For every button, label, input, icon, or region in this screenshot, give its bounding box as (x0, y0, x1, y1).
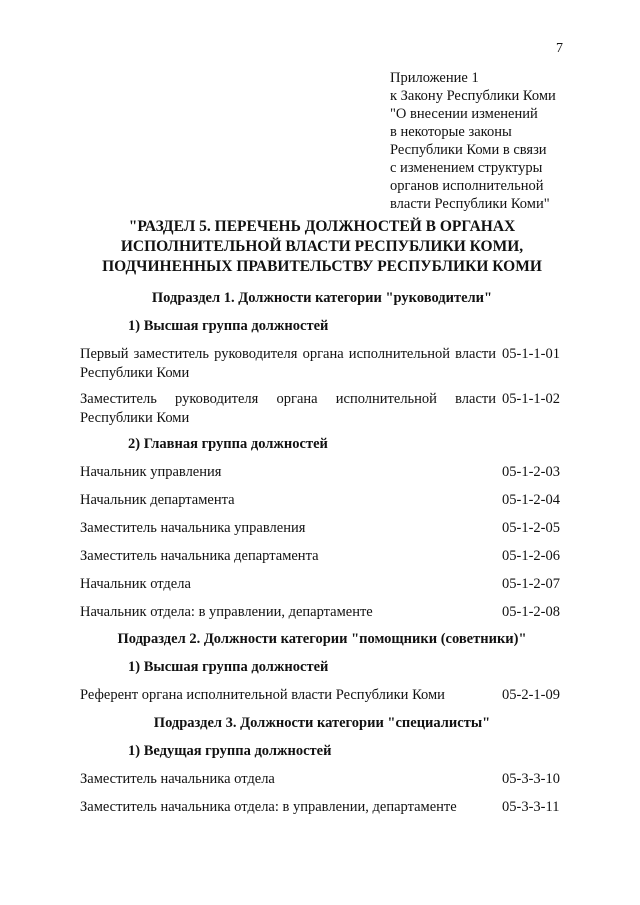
position-name: Начальник управления (80, 464, 222, 480)
position-code: 05-1-1-01 (502, 346, 560, 362)
section-title-line: ИСПОЛНИТЕЛЬНОЙ ВЛАСТИ РЕСПУБЛИКИ КОМИ, (120, 238, 524, 255)
subsection-title: Подраздел 3. Должности категории "специалисты" (153, 715, 491, 731)
section-title-line: ПОДЧИНЕННЫХ ПРАВИТЕЛЬСТВУ РЕСПУБЛИКИ КОМИ (102, 258, 542, 275)
position-name: Заместитель начальника управления (80, 520, 306, 536)
position-name: Заместитель руководителя органа исполнительной власти Республики Коми (80, 391, 496, 426)
page-number: 7 (556, 41, 563, 56)
position-name: Референт органа исполнительной власти Республики Коми (80, 687, 445, 703)
group-title: 1) Высшая группа должностей (128, 318, 329, 334)
section-title-line: "РАЗДЕЛ 5. ПЕРЕЧЕНЬ ДОЛЖНОСТЕЙ В ОРГАНАХ (128, 218, 516, 235)
appendix-line: в некоторые законы (390, 124, 512, 140)
position-code: 05-1-2-05 (502, 520, 560, 536)
position-name: Начальник отдела: в управлении, департаменте (80, 604, 373, 620)
appendix-line: Республики Коми в связи (390, 142, 547, 158)
position-code: 05-1-2-06 (502, 548, 560, 564)
appendix-line: к Закону Республики Коми (390, 88, 556, 104)
appendix-block (390, 69, 600, 213)
position-name: Заместитель начальника отдела: в управлении, департаменте (80, 799, 457, 815)
position-code: 05-1-2-04 (502, 492, 560, 508)
position-code: 05-3-3-11 (502, 799, 560, 815)
group-title: 2) Главная группа должностей (128, 436, 328, 452)
position-name: Первый заместитель руководителя органа исполнительной власти Республики Коми (80, 346, 496, 381)
subsection-title: Подраздел 2. Должности категории "помощники (советники)" (117, 631, 527, 647)
position-code: 05-2-1-09 (502, 687, 560, 703)
group-title: 1) Ведущая группа должностей (128, 743, 332, 759)
section-title (80, 217, 564, 277)
appendix-line: органов исполнительной (390, 178, 544, 194)
position-name: Заместитель начальника отдела (80, 771, 275, 787)
position-code: 05-3-3-10 (502, 771, 560, 787)
position-code: 05-1-1-02 (502, 391, 560, 407)
group-title: 1) Высшая группа должностей (128, 659, 329, 675)
position-code: 05-1-2-08 (502, 604, 560, 620)
appendix-line: Приложение 1 (390, 70, 479, 86)
appendix-line: "О внесении изменений (390, 106, 538, 122)
position-name: Начальник департамента (80, 492, 235, 508)
position-code: 05-1-2-03 (502, 464, 560, 480)
appendix-line: власти Республики Коми" (390, 196, 550, 212)
position-name: Начальник отдела (80, 576, 191, 592)
position-code: 05-1-2-07 (502, 576, 560, 592)
position-name: Заместитель начальника департамента (80, 548, 319, 564)
appendix-line: с изменением структуры (390, 160, 543, 176)
subsection-title: Подраздел 1. Должности категории "руководители" (151, 290, 493, 306)
